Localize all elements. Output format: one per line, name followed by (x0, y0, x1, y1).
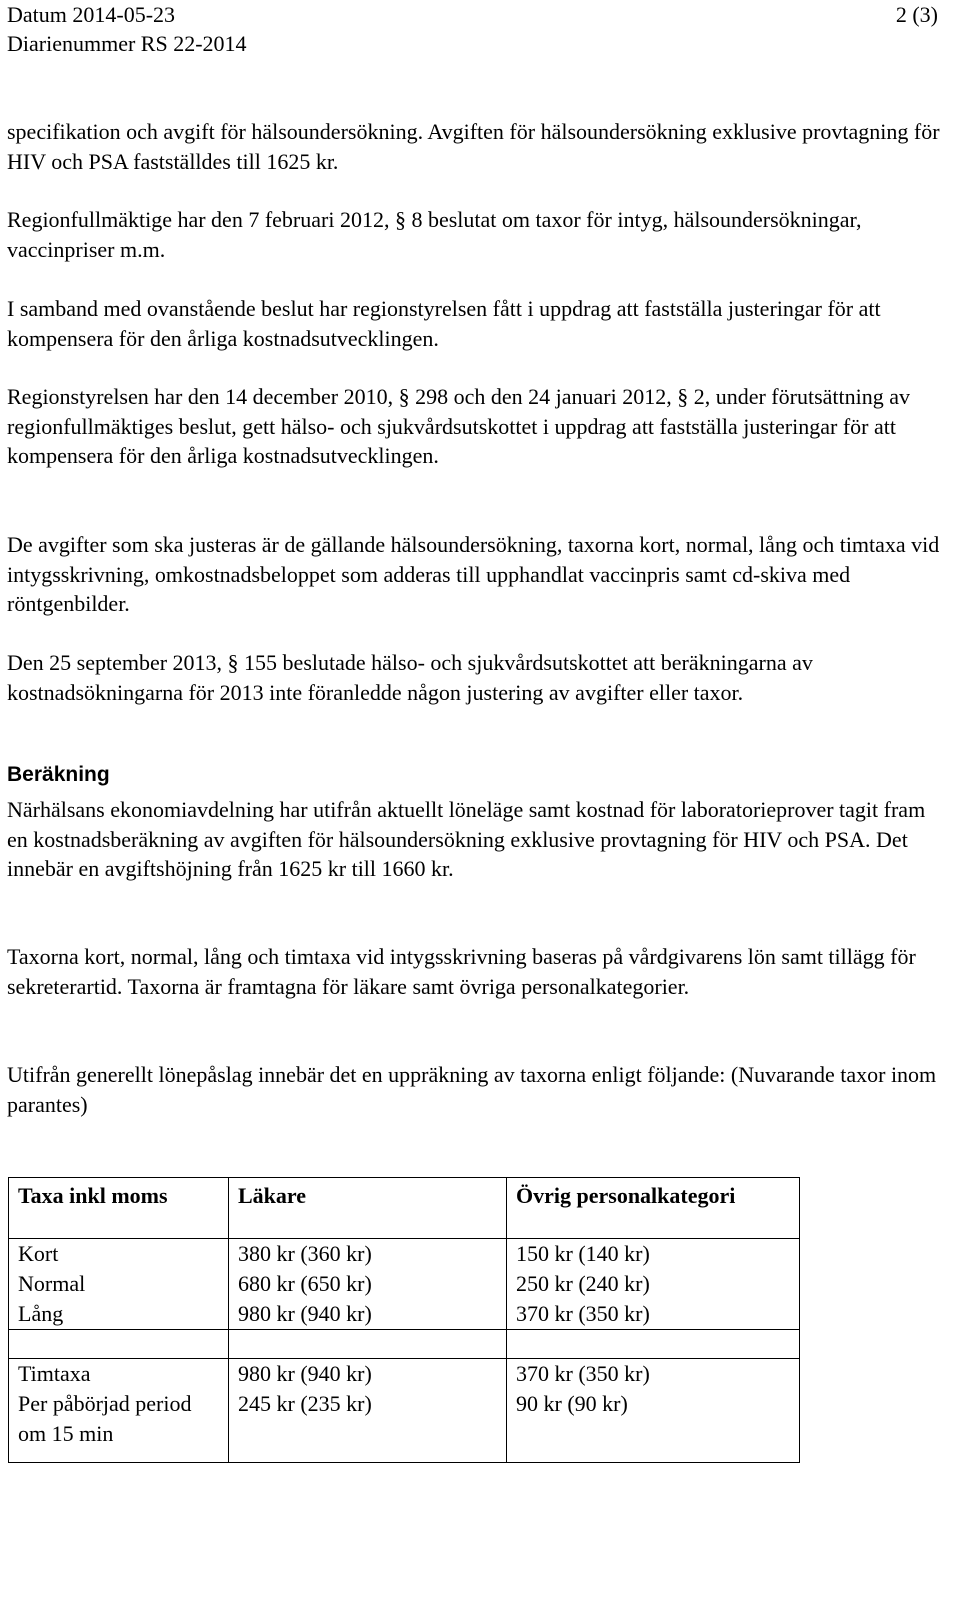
table-row (9, 1389, 800, 1463)
document-header (7, 0, 247, 58)
table-cell: 150 kr (140 kr) (507, 1239, 800, 1270)
table-cell: 980 kr (940 kr) (229, 1359, 507, 1390)
paragraph-fees-to-adjust: De avgifter som ska justeras är de gällande hälsoundersökning, taxorna kort, normal, lång och timtaxa vid intygsskrivning, omkostnadsbeloppet som adderas till upphandlat vaccinpris samt cd-skiva med röntgenbilder. (7, 532, 940, 616)
table-row (9, 1299, 800, 1330)
table-cell: 250 kr (240 kr) (507, 1269, 800, 1299)
paragraph-cost-calculation: Närhälsans ekonomiavdelning har utifrån aktuellt löneläge samt kostnad för laboratorieprover tagit fram en kostnadsberäkning av avgiften för hälsoundersökning exklusive provtagning för HIV och PSA. Det innebär en avgiftshöjning från 1625 kr till 1660 kr. (7, 797, 926, 881)
paragraph-regional-board-decision: Regionstyrelsen har den 14 december 2010, § 298 och den 24 januari 2012, § 2, under förutsättning av regionfullmäktiges beslut, gett hälso- och sjukvårdsutskottet i uppdrag att fastställa justeringar för att kompensera för den årliga kostnadsutvecklingen. (7, 384, 910, 468)
table-cell: 980 kr (940 kr) (229, 1299, 507, 1330)
paragraph-assignment: I samband med ovanstående beslut har regionstyrelsen fått i uppdrag att fastställa justeringar för att kompensera för den årliga kostnadsutvecklingen. (7, 296, 881, 351)
table-cell: Per påbörjad period om 15 min (9, 1389, 229, 1463)
table-cell: Normal (9, 1269, 229, 1299)
table-cell: 680 kr (650 kr) (229, 1269, 507, 1299)
column-header-doctor: Läkare (229, 1178, 507, 1239)
paragraph-regional-council-decision: Regionfullmäktige har den 7 februari 2012, § 8 beslutat om taxor för intyg, hälsoundersökningar, vaccinpriser m.m. (7, 207, 862, 262)
page-number: 2 (3) (895, 2, 938, 27)
table-cell: Lång (9, 1299, 229, 1330)
document-date: Datum 2014-05-23 (7, 2, 176, 27)
paragraph-rate-increase-intro: Utifrån generellt lönepåslag innebär det en uppräkning av taxorna enligt följande: (Nuvarande taxor inom parantes) (7, 1062, 937, 1117)
table-row (9, 1239, 800, 1270)
rate-table (8, 1177, 800, 1463)
table-cell: 380 kr (360 kr) (229, 1239, 507, 1270)
table-spacer-row (9, 1330, 800, 1359)
paragraph-fee-specification: specifikation och avgift för hälsoundersökning. Avgiften för hälsoundersökning exklusive provtagning för HIV och PSA fastställdes till 1625 kr. (7, 119, 940, 174)
table-cell: 90 kr (90 kr) (507, 1389, 800, 1463)
section-heading-calculation: Beräkning (7, 763, 110, 786)
column-header-other-staff: Övrig personalkategori (507, 1178, 800, 1239)
table-row (9, 1359, 800, 1390)
table-cell: 370 kr (350 kr) (507, 1359, 800, 1390)
table-header-row (9, 1178, 800, 1239)
table-cell: Kort (9, 1239, 229, 1270)
paragraph-september-decision: Den 25 september 2013, § 155 beslutade hälso- och sjukvårdsutskottet att beräkningarna av kostnadsökningarna för 2013 inte föranledde någon justering av avgifter eller taxor. (7, 650, 813, 705)
table-cell: Timtaxa (9, 1359, 229, 1390)
table-cell: 245 kr (235 kr) (229, 1389, 507, 1463)
table-cell: 370 kr (350 kr) (507, 1299, 800, 1330)
document-reference-number: Diarienummer RS 22-2014 (7, 31, 247, 56)
column-header-rate: Taxa inkl moms (9, 1178, 229, 1239)
table-row (9, 1269, 800, 1299)
paragraph-rate-basis: Taxorna kort, normal, lång och timtaxa vid intygsskrivning baseras på vårdgivarens lön samt tillägg för sekreterartid. Taxorna är framtagna för läkare samt övriga personalkategorier. (7, 944, 916, 999)
